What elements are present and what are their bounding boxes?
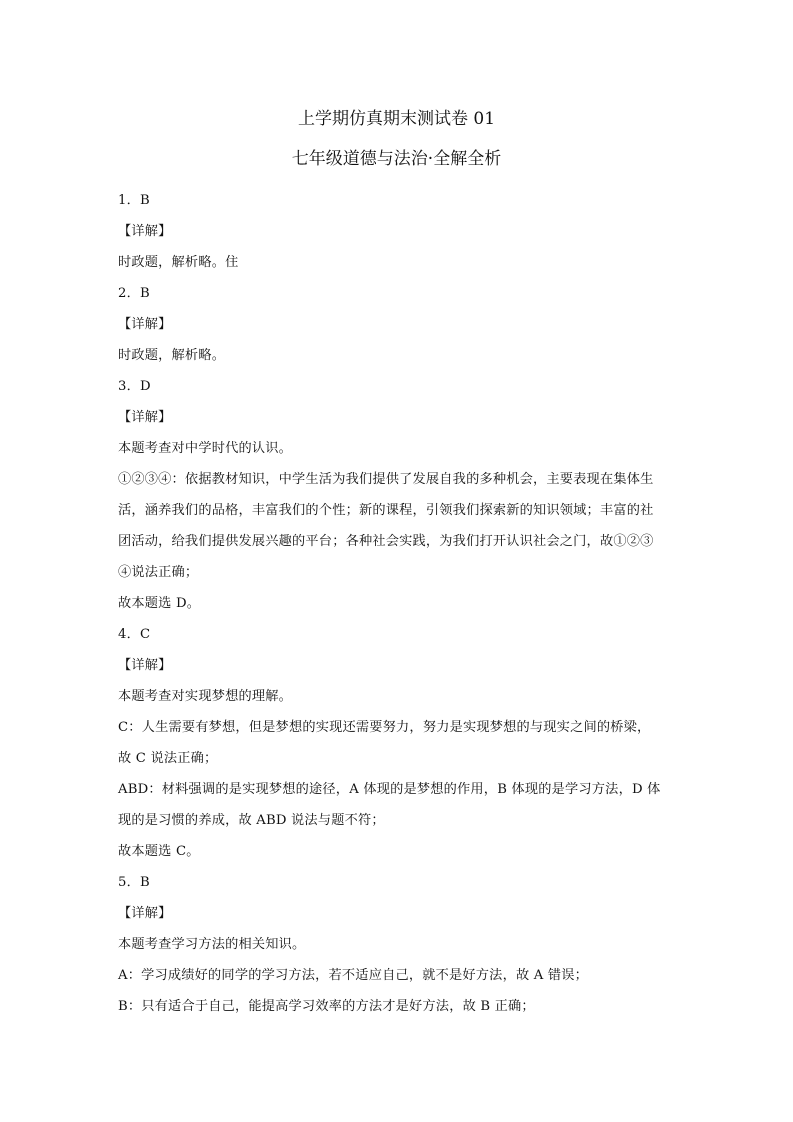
explanation-heading: 【详解】 xyxy=(118,317,172,332)
explanation-line: 本题考查对中学时代的认识。 xyxy=(118,441,293,456)
explanation-line: 时政题，解析略。 xyxy=(118,348,226,363)
explanation-line: 团活动，给我们提供发展兴趣的平台；各种社会实践，为我们打开认识社会之门，故①②③ xyxy=(118,534,654,549)
explanation-line: 活，涵养我们的品格，丰富我们的个性；新的课程，引领我们探索新的知识领域；丰富的社 xyxy=(118,503,654,518)
explanation-heading: 【详解】 xyxy=(118,224,172,239)
explanation-line: ④说法正确； xyxy=(118,565,199,580)
answer-line: 4．C xyxy=(118,627,151,642)
explanation-line: C：人生需要有梦想，但是梦想的实现还需要努力，努力是实现梦想的与现实之间的桥梁， xyxy=(118,720,651,735)
explanation-line: ①②③④：依据教材知识，中学生活为我们提供了发展自我的多种机会，主要表现在集体生 xyxy=(118,472,654,487)
explanation-line: 故本题选 D。 xyxy=(118,596,201,611)
document-subtitle: 七年级道德与法治·全解全析 xyxy=(291,149,502,169)
explanation-line: 本题考查对实现梦想的理解。 xyxy=(118,689,293,704)
explanation-heading: 【详解】 xyxy=(118,410,172,425)
document-title: 上学期仿真期末测试卷 01 xyxy=(297,109,496,129)
explanation-heading: 【详解】 xyxy=(118,658,172,673)
answer-line: 3．D xyxy=(118,379,151,394)
explanation-line: A：学习成绩好的同学的学习方法，若不适应自己，就不是好方法，故 A 错误； xyxy=(118,968,589,983)
explanation-line: B：只有适合于自己，能提高学习效率的方法才是好方法，故 B 正确； xyxy=(118,999,535,1014)
explanation-heading: 【详解】 xyxy=(118,906,172,921)
answer-line: 1．B xyxy=(118,193,150,208)
explanation-line: 现的是习惯的养成，故 ABD 说法与题不符； xyxy=(118,813,385,828)
explanation-line: 时政题，解析略。住 xyxy=(118,255,239,270)
explanation-line: 故本题选 C。 xyxy=(118,844,200,859)
explanation-line: ABD：材料强调的是实现梦想的途径，A 体现的是梦想的作用，B 体现的是学习方法，D 体 xyxy=(118,782,661,797)
answer-content xyxy=(118,185,678,1022)
answer-line: 5．B xyxy=(118,875,150,890)
explanation-line: 本题考查学习方法的相关知识。 xyxy=(118,937,306,952)
explanation-line: 故 C 说法正确； xyxy=(118,751,218,766)
answer-line: 2．B xyxy=(118,286,150,301)
